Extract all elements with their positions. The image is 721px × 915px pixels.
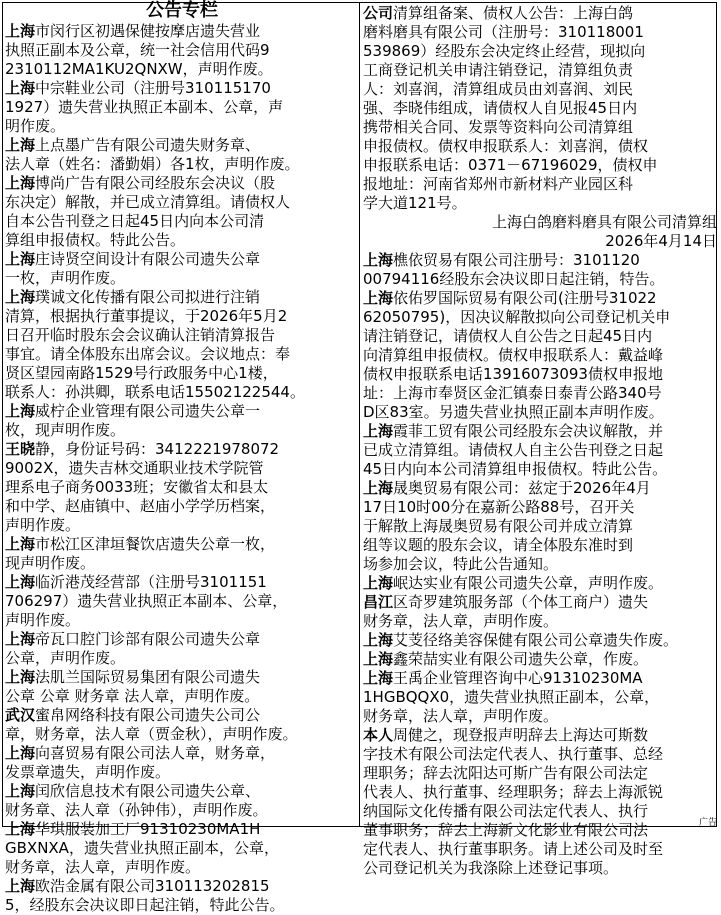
- notice-line: [363, 688, 717, 707]
- notice-text: 贤区望园南路1529号行政服务中心1楼，: [5, 364, 278, 382]
- notice-text: 报地址：河南省郑州市新材料产业园区科: [363, 175, 634, 193]
- notice-lead: 上海: [5, 535, 36, 553]
- notice-line: [5, 668, 359, 687]
- notice-text: 上海白鸽磨料磨具有限公司清算组: [491, 213, 717, 231]
- notice-line: [5, 820, 359, 839]
- notice-text: 9002X，遗失吉林交通职业技术学院管: [5, 459, 264, 477]
- notice-text: 财务章，法人章，声明作废。: [363, 707, 559, 725]
- notice-text: 樵依贸易有限公司注册号：3101120: [393, 251, 640, 269]
- notice-line: [5, 801, 359, 820]
- notice-text: 向清算组申报债权。债权申报联系人：戴益峰: [363, 346, 664, 364]
- notice-text: 上点墨广告有限公司遗失财务章、: [35, 136, 261, 154]
- notice-line: [5, 136, 359, 155]
- notice-line: [363, 61, 717, 80]
- notice-text: 自本公告刊登之日起45日内向本公司清: [5, 212, 265, 230]
- notice-text: 纳国际文化传播有限公司法定代表人、执行: [363, 802, 649, 820]
- notice-line: [363, 840, 717, 859]
- notice-lead: 上海: [363, 631, 394, 649]
- notice-line: [5, 649, 359, 668]
- notice-text: 代表人、执行董事、经理职务；辞去上海派锐: [363, 783, 664, 801]
- notice-line: [363, 365, 717, 384]
- notice-line: [5, 896, 359, 915]
- notice-text: 欧浩金属有限公司310113202815: [35, 877, 270, 895]
- notice-line: [5, 725, 359, 744]
- notice-line: [363, 23, 717, 42]
- notice-text: 强、李晓伟组成，请债权人自见报45日内: [363, 99, 638, 117]
- notice-text: 45日内向本公司清算组申报债权。特此公告。: [363, 460, 668, 478]
- notice-text: 周健之，现登报声明辞去上海达可斯数: [393, 726, 649, 744]
- notice-text: 于解散上海晟奥贸易有限公司并成立清算: [363, 517, 634, 535]
- notice-line: [363, 308, 717, 327]
- notice-text: 霞菲工贸有限公司经股东会决议解散，并: [393, 422, 664, 440]
- notice-text: 公章 公章 财务章 法人章，声明作废。: [5, 687, 260, 705]
- notice-line: [5, 326, 359, 345]
- notice-text: 枚，现声明作废。: [5, 421, 126, 439]
- notice-line: [5, 763, 359, 782]
- notice-line: [363, 137, 717, 156]
- notice-line: [5, 535, 359, 554]
- notice-text: 市闵行区初遇保健按摩店遗失营业: [35, 22, 261, 40]
- notice-text: 址：上海市奉贤区金汇镇泰日泰青公路340号: [363, 384, 662, 402]
- notice-text: 财务章、法人章（孙钟伟），声明作废。: [5, 801, 268, 819]
- notice-text: 学大道121号。: [363, 194, 467, 212]
- notice-text: 帝瓦口腔门诊部有限公司遗失公章: [35, 630, 261, 648]
- notice-text: 财务章，法人章，声明作废。: [363, 612, 559, 630]
- notice-text: 已成立清算组。请债权人自主公告刊登之日起: [363, 441, 664, 459]
- notice-line: [363, 403, 717, 422]
- notice-line: [363, 460, 717, 479]
- notice-line: [5, 288, 359, 307]
- notice-text: 人：刘喜润，清算组成员由刘喜润、刘民: [363, 80, 634, 98]
- notice-line: [363, 213, 717, 232]
- notice-line: [5, 79, 359, 98]
- notice-line: [363, 156, 717, 175]
- notice-text: 申报联系电话：0371－67196029，债权申: [363, 156, 658, 174]
- notice-text: 理职务；辞去沈阳达可斯广告有限公司法定: [363, 764, 649, 782]
- notice-lead: 上海: [5, 288, 36, 306]
- notice-text: 一枚，声明作废。: [5, 269, 126, 287]
- notice-line: [5, 98, 359, 117]
- notice-lead: 本人: [363, 726, 394, 744]
- notice-text: 539869）经股东会决定终止经营，现拟向: [363, 42, 646, 60]
- notice-text: 法肌兰国际贸易集团有限公司遗失: [35, 668, 261, 686]
- notice-line: [5, 687, 359, 706]
- notice-line: [363, 4, 717, 23]
- notice-lead: 上海: [5, 630, 36, 648]
- notice-text: 法人章（姓名：潘勤娟）各1枚，声明作废。: [5, 155, 300, 173]
- right-column: [363, 0, 717, 878]
- notice-text: 向喜贸易有限公司法人章，财务章，: [35, 744, 276, 762]
- notice-line: [363, 726, 717, 745]
- notice-line: [363, 631, 717, 650]
- notice-line: [363, 574, 717, 593]
- notice-line: [5, 839, 359, 858]
- notice-lead: 上海: [5, 136, 36, 154]
- notice-line: [363, 232, 717, 251]
- notice-text: 日召开临时股东会会议确认注销清算报告: [5, 326, 276, 344]
- notice-text: 17日10时00分在嘉新公路88号，召开关: [363, 498, 635, 516]
- notice-lead: 上海: [5, 250, 36, 268]
- notice-text: 现声明作废。: [5, 554, 96, 572]
- notice-line: [363, 612, 717, 631]
- notice-text: 区奇罗建筑服务部（个体工商户）遗失: [393, 593, 649, 611]
- notice-text: 财务章，法人章，声明作废。: [5, 858, 201, 876]
- notice-text: D区83室。另遗失营业执照正副本声明作废。: [363, 403, 664, 421]
- notice-line: [5, 212, 359, 231]
- notice-line: [363, 498, 717, 517]
- notice-text: 理系电子商务0033班；安徽省太和县太: [5, 478, 269, 496]
- notice-text: 岷达实业有限公司遗失公章，声明作废。: [393, 574, 664, 592]
- notice-line: [363, 802, 717, 821]
- notice-text: 博尚广告有限公司经股东会决议（股: [35, 174, 276, 192]
- notice-line: [5, 41, 359, 60]
- notice-line: [5, 364, 359, 383]
- notice-text: 东决定）解散，并已成立清算组。请债权人: [5, 193, 291, 211]
- notice-text: 00794116经股东会决议即日起注销，特告。: [363, 270, 665, 288]
- page-title: 公告专栏: [146, 0, 218, 21]
- notice-line: [5, 630, 359, 649]
- notice-text: 临沂港茂经营部（注册号3101151: [35, 573, 267, 591]
- notice-line: [363, 327, 717, 346]
- notice-line: [5, 269, 359, 288]
- notice-text: 磨料磨具有限公司（注册号：310118001: [363, 23, 644, 41]
- notice-lead: 公司: [363, 4, 394, 22]
- notice-text: 和中学、赵庙镇中、赵庙小学学历档案，: [5, 497, 276, 515]
- notice-lead: 武汉: [5, 706, 36, 724]
- notice-line: [363, 251, 717, 270]
- notice-text: 董事职务；辞去上海新文化影业有限公司法: [363, 821, 649, 839]
- notice-line: [363, 441, 717, 460]
- notice-lead: 上海: [363, 574, 394, 592]
- notice-lead: 上海: [5, 22, 36, 40]
- notice-text: 章，财务章，法人章（贾金秋），声明作废。: [5, 725, 298, 743]
- notice-lead: 上海: [5, 573, 36, 591]
- notice-text: 定代表人、执行董事职务。请上述公司及时至: [363, 840, 664, 858]
- notice-line: [5, 421, 359, 440]
- notice-line: [5, 478, 359, 497]
- notice-line: [5, 174, 359, 193]
- notice-text: 706297）遗失营业执照正本副本、公章，: [5, 592, 288, 610]
- notice-line: [5, 307, 359, 326]
- notice-lead: 上海: [363, 251, 394, 269]
- notice-line: [363, 422, 717, 441]
- notice-text: 执照正副本及公章，统一社会信用代码9: [5, 41, 270, 59]
- notice-text: 璞诚文化传播有限公司拟进行注销: [35, 288, 261, 306]
- notice-text: 2026年4月14日: [605, 232, 717, 250]
- notice-text: 申报债权。债权申报联系人：刘喜润，债权: [363, 137, 649, 155]
- notice-line: [363, 289, 717, 308]
- notice-line: [5, 573, 359, 592]
- notice-text: 2310112MA1KU2QNXW，声明作废。: [5, 60, 273, 78]
- notice-text: 5，经股东会决议即日起注销，特此公告。: [5, 896, 285, 914]
- notice-text: 债权申报联系电话13916073093债权申报地: [363, 365, 663, 383]
- notice-text: 联系人：孙洪卿，联系电话15502122544。: [5, 383, 305, 401]
- notice-text: 闰欣信息技术有限公司遗失公章、: [35, 782, 261, 800]
- notice-line: [5, 497, 359, 516]
- notice-line: [5, 402, 359, 421]
- notice-line: [5, 782, 359, 801]
- notice-line: [5, 383, 359, 402]
- ad-corner-label: 广告: [698, 818, 717, 828]
- notice-text: 组等议题的股东会议，请全体股东准时到: [363, 536, 634, 554]
- notice-line: [363, 175, 717, 194]
- notice-lead: 上海: [363, 650, 394, 668]
- notice-text: 明作废。: [5, 117, 66, 135]
- notice-line: [5, 858, 359, 877]
- notice-line: [5, 440, 359, 459]
- notice-line: [363, 536, 717, 555]
- notice-line: [363, 859, 717, 878]
- notice-line: [363, 517, 717, 536]
- notice-text: 静，身份证号码：341222197807​2: [35, 440, 280, 458]
- notice-text: 携带相关合同、发票等资料向公司清算组: [363, 118, 634, 136]
- notice-text: 依佑罗国际贸易有限公司(注册号31022: [393, 289, 657, 307]
- notice-lead: 上海: [5, 820, 36, 838]
- notice-line: [5, 877, 359, 896]
- notice-text: 市松江区津垣餐饮店遗失公章一枚，: [35, 535, 276, 553]
- notice-lead: 上海: [5, 877, 36, 895]
- notice-text: 事宜。请全体股东出席会议。会议地点：奉: [5, 345, 291, 363]
- notice-text: 工商登记机关申请注销登记，清算组负责: [363, 61, 634, 79]
- notice-text: 声明作废。: [5, 611, 81, 629]
- notice-line: [363, 555, 717, 574]
- notice-line: [363, 346, 717, 365]
- notice-line: [5, 231, 359, 250]
- notice-text: 王禹企业管理咨询中心91310230MA: [393, 669, 643, 687]
- notice-line: [5, 117, 359, 136]
- notice-line: [5, 706, 359, 725]
- notice-text: 晟奥贸易有限公司：兹定于2026年4月: [393, 479, 651, 497]
- notice-line: [5, 744, 359, 763]
- notice-lead: 上海: [5, 668, 36, 686]
- notice-lead: 上海: [363, 422, 394, 440]
- notice-text: 场参加会议，特此公告通知。: [363, 555, 559, 573]
- notice-line: [363, 764, 717, 783]
- notice-text: 算组申报债权。特此公告。: [5, 231, 186, 249]
- notice-line: [5, 516, 359, 535]
- notice-line: [363, 194, 717, 213]
- notice-line: [363, 270, 717, 289]
- notice-text: 1HGBQQX0，遗失营业执照正副本，公章，: [363, 688, 660, 706]
- notice-line: [363, 479, 717, 498]
- notice-line: [363, 42, 717, 61]
- notice-lead: 上海: [5, 402, 36, 420]
- notice-text: 华琪服装加工厂91310230MA1H: [35, 820, 261, 838]
- notice-line: [363, 783, 717, 802]
- notice-line: [363, 99, 717, 118]
- notice-lead: 上海: [363, 289, 394, 307]
- notice-text: 中宗鞋业公司（注册号310115170: [35, 79, 271, 97]
- notice-line: [363, 80, 717, 99]
- notice-line: [5, 22, 359, 41]
- left-column: [5, 0, 359, 915]
- notice-text: 62050795)，因决议解散拟向公司登记机关申: [363, 308, 671, 326]
- notice-line: [363, 384, 717, 403]
- notice-line: [363, 593, 717, 612]
- notice-text: 字技术有限公司法定代表人、执行董事、总经: [363, 745, 664, 763]
- notice-lead: 王晓: [5, 440, 36, 458]
- notice-line: [5, 193, 359, 212]
- notice-line: [363, 650, 717, 669]
- notice-text: 鑫荣喆实业有限公司遗失公章，作废。: [393, 650, 649, 668]
- notice-text: 公章，声明作废。: [5, 649, 126, 667]
- notice-text: 请注销登记，请债权人自公告之日起45日内: [363, 327, 653, 345]
- notice-lead: 昌江: [363, 593, 394, 611]
- notice-text: 蜜帛网络科技有限公司遗失公司公: [35, 706, 261, 724]
- notice-lead: 上海: [363, 479, 394, 497]
- notice-line: [363, 118, 717, 137]
- notice-text: 艾芰径络美容保健有限公司公章遗失作废。: [393, 631, 679, 649]
- notice-text: 公司登记机关为我涤除上述登记事项。: [363, 859, 619, 877]
- notice-line: [5, 554, 359, 573]
- notice-lead: 上海: [5, 782, 36, 800]
- notice-lead: 上海: [5, 744, 36, 762]
- notice-line: [363, 707, 717, 726]
- notice-lead: 上海: [5, 174, 36, 192]
- notice-text: 1927）遗失营业执照正本副本、公章，声: [5, 98, 284, 116]
- notice-line: [5, 250, 359, 269]
- column-divider: [359, 2, 360, 827]
- notice-line: [5, 60, 359, 79]
- notice-text: 庄诗贤空间设计有限公司遗失公章: [35, 250, 261, 268]
- notice-line: [5, 592, 359, 611]
- notice-line: [363, 745, 717, 764]
- notice-text: 清算，根据执行董事提议，于2026年5月2: [5, 307, 288, 325]
- notice-text: GBXNXA，遗失营业执照正副本，公章，: [5, 839, 279, 857]
- notice-text: 发票章遗失，声明作废。: [5, 763, 171, 781]
- notice-line: [5, 345, 359, 364]
- notice-line: [363, 669, 717, 688]
- notice-line: [5, 155, 359, 174]
- notice-lead: 上海: [363, 669, 394, 687]
- notice-text: 清算组备案、债权人公告：上海白鸽: [393, 4, 634, 22]
- notice-text: 威柠企业管理有限公司遗失公章一: [35, 402, 261, 420]
- notice-line: [5, 611, 359, 630]
- notice-lead: 上海: [5, 79, 36, 97]
- notice-line: [5, 459, 359, 478]
- notice-text: 声明作废。: [5, 516, 81, 534]
